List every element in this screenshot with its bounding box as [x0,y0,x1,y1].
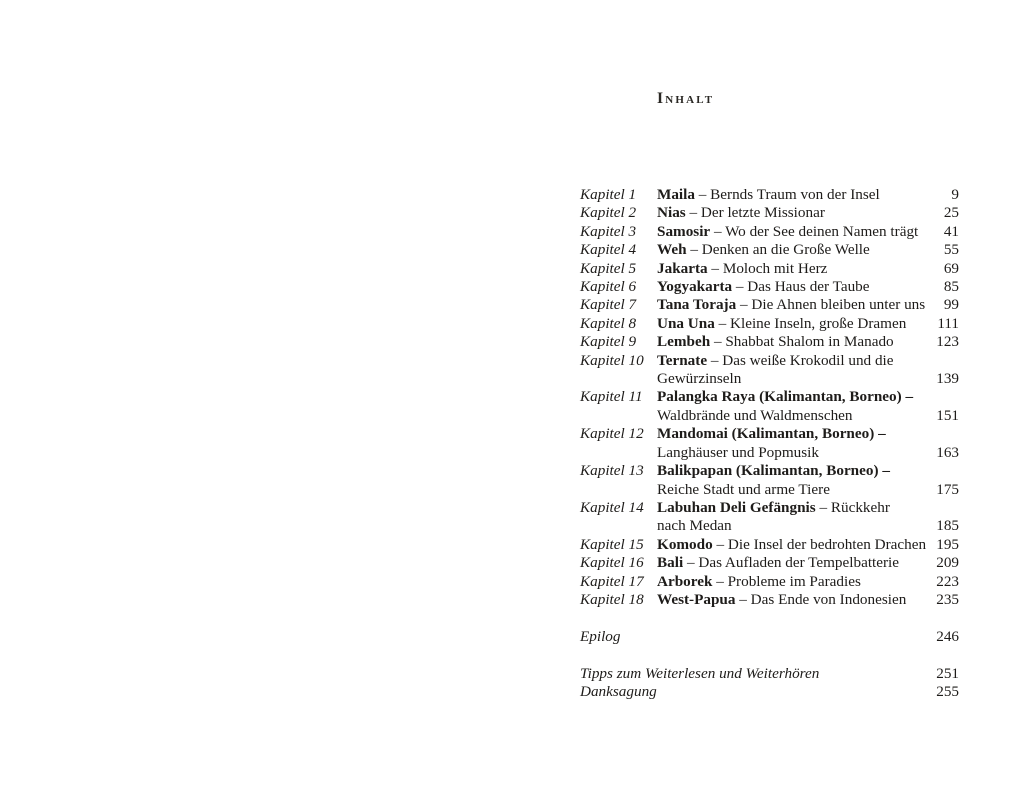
chapter-name: Jakarta [657,259,708,277]
chapter-title [657,315,929,333]
chapter-name: Balikpapan (Kalimantan, Borneo) – [657,462,890,480]
chapter-page: 139 [936,370,959,388]
chapter-subtitle: – Das Ende von Indonesien [735,590,907,608]
chapter-label: Kapitel 16 [580,554,644,572]
chapter-title [657,278,936,296]
chapter-title [657,554,928,572]
chapter-title [657,591,928,609]
chapter-label: Kapitel 8 [580,314,637,332]
chapter-page: 185 [936,517,959,535]
chapter-label: Kapitel 2 [580,204,637,222]
chapter-subtitle: – Die Insel der bedrohten Drachen [712,535,927,553]
chapter-title [657,223,936,241]
chapter-subtitle: – Das weiße Krokodil und die [707,351,894,369]
chapter-label: Kapitel 13 [580,462,644,480]
chapter-subtitle-line2: Waldbrände und Waldmenschen [657,406,853,424]
chapter-subtitle: – Moloch mit Herz [707,259,828,277]
chapter-subtitle: – Shabbat Shalom in Manado [710,333,894,351]
chapter-label: Kapitel 4 [580,241,637,259]
chapter-page: 195 [936,535,959,553]
chapter-page: 151 [936,406,959,424]
chapter-subtitle: – Denken an die Große Welle [686,241,870,259]
chapter-name: Maila [657,186,695,203]
chapter-name: Labuhan Deli Gefängnis [657,498,816,516]
chapter-label: Kapitel 12 [580,425,644,443]
page-title: Inhalt [657,90,715,107]
chapter-title [657,204,936,222]
backmatter-page: 255 [936,682,959,700]
chapter-name: Komodo [657,535,713,553]
chapter-name: Una Una [657,314,715,332]
appendix-section [580,665,959,702]
chapter-subtitle: – Bernds Traum von der Insel [694,186,880,203]
chapter-title [657,352,928,389]
chapter-subtitle-line2: Reiche Stadt und arme Tiere [657,480,830,498]
chapter-name: Bali [657,554,684,572]
chapter-name: Lembeh [657,333,711,351]
backmatter-entry [580,683,959,701]
toc-entry [580,204,959,222]
toc-entry [580,352,959,389]
epilog-section [580,628,959,646]
chapter-title [657,536,928,554]
chapter-subtitle-line2: nach Medan [657,517,732,535]
chapter-label: Kapitel 17 [580,572,644,590]
chapter-page: 209 [936,554,959,572]
toc-entry [580,241,959,259]
chapter-page: 25 [943,204,959,222]
chapter-page: 69 [943,259,959,277]
chapter-subtitle: – Die Ahnen bleiben unter uns [736,296,926,314]
chapter-title [657,499,928,536]
toc-entry [580,499,959,536]
toc-entry [580,186,959,204]
toc-entry [580,296,959,314]
chapter-subtitle: – Rückkehr [815,498,890,516]
chapter-page: 85 [943,278,959,296]
chapter-title [657,462,928,499]
toc-entry [580,536,959,554]
chapter-label: Kapitel 1 [580,186,637,203]
chapter-title [657,425,928,462]
chapter-subtitle: – Das Haus der Taube [732,278,870,296]
chapter-name: West-Papua [657,590,736,608]
backmatter-entry [580,628,959,646]
backmatter-label: Tipps zum Weiterlesen und Weiterhören [580,664,820,682]
toc-entry [580,315,959,333]
chapter-page: 235 [936,590,959,608]
toc-entry [580,573,959,591]
toc-entry [580,462,959,499]
backmatter-page: 246 [936,627,959,645]
table-of-contents [580,186,959,701]
chapter-label: Kapitel 6 [580,278,637,296]
chapter-name: Samosir [657,222,711,240]
chapter-label: Kapitel 10 [580,351,644,369]
backmatter-label: Danksagung [580,682,657,700]
chapter-title [657,260,936,278]
chapter-page: 55 [943,241,959,259]
toc-entry [580,260,959,278]
chapter-page: 41 [943,222,959,240]
chapter-name: Tana Toraja [657,296,737,314]
chapter-label: Kapitel 11 [580,388,643,406]
backmatter-label: Epilog [580,627,621,645]
chapter-title [657,296,936,314]
chapter-page: 175 [936,480,959,498]
chapter-label: Kapitel 7 [580,296,637,314]
toc-entry [580,278,959,296]
chapter-label: Kapitel 3 [580,222,637,240]
chapter-page: 123 [936,333,959,351]
toc-entry [580,554,959,572]
chapter-label: Kapitel 18 [580,590,644,608]
chapter-subtitle-line2: Langhäuser und Popmusik [657,443,819,461]
chapter-title [657,388,928,425]
chapter-subtitle: – Der letzte Missionar [685,204,825,222]
chapter-name: Weh [657,241,687,259]
chapter-name: Ternate [657,351,708,369]
chapter-subtitle: – Wo der See deinen Namen trägt [710,222,919,240]
chapter-subtitle: – Das Aufladen der Tempelbatterie [683,554,900,572]
chapter-title [657,573,928,591]
chapter-page: 223 [936,572,959,590]
chapter-title [657,186,943,204]
chapter-subtitle: – Kleine Inseln, große Dramen [714,314,907,332]
chapter-label: Kapitel 5 [580,259,637,277]
backmatter-page: 251 [936,664,959,682]
chapter-name: Yogyakarta [657,278,733,296]
toc-entry [580,591,959,609]
toc-entry [580,223,959,241]
chapter-label: Kapitel 15 [580,535,644,553]
backmatter-entry [580,665,959,683]
chapter-page: 99 [943,296,959,314]
chapter-name: Arborek [657,572,713,590]
toc-chapter-list [580,186,959,609]
toc-entry [580,333,959,351]
toc-entry [580,425,959,462]
chapter-subtitle-line2: Gewürzinseln [657,370,742,388]
chapter-title [657,241,936,259]
toc-entry [580,388,959,425]
chapter-name: Nias [657,204,686,222]
chapter-label: Kapitel 14 [580,498,644,516]
chapter-subtitle: – Probleme im Paradies [712,572,861,590]
chapter-name: Mandomai (Kalimantan, Borneo) – [657,425,886,443]
chapter-label: Kapitel 9 [580,333,637,351]
chapter-page: 111 [937,314,959,332]
chapter-title [657,333,928,351]
chapter-page: 9 [951,186,959,203]
chapter-page: 163 [936,443,959,461]
chapter-name: Palangka Raya (Kalimantan, Borneo) – [657,388,914,406]
